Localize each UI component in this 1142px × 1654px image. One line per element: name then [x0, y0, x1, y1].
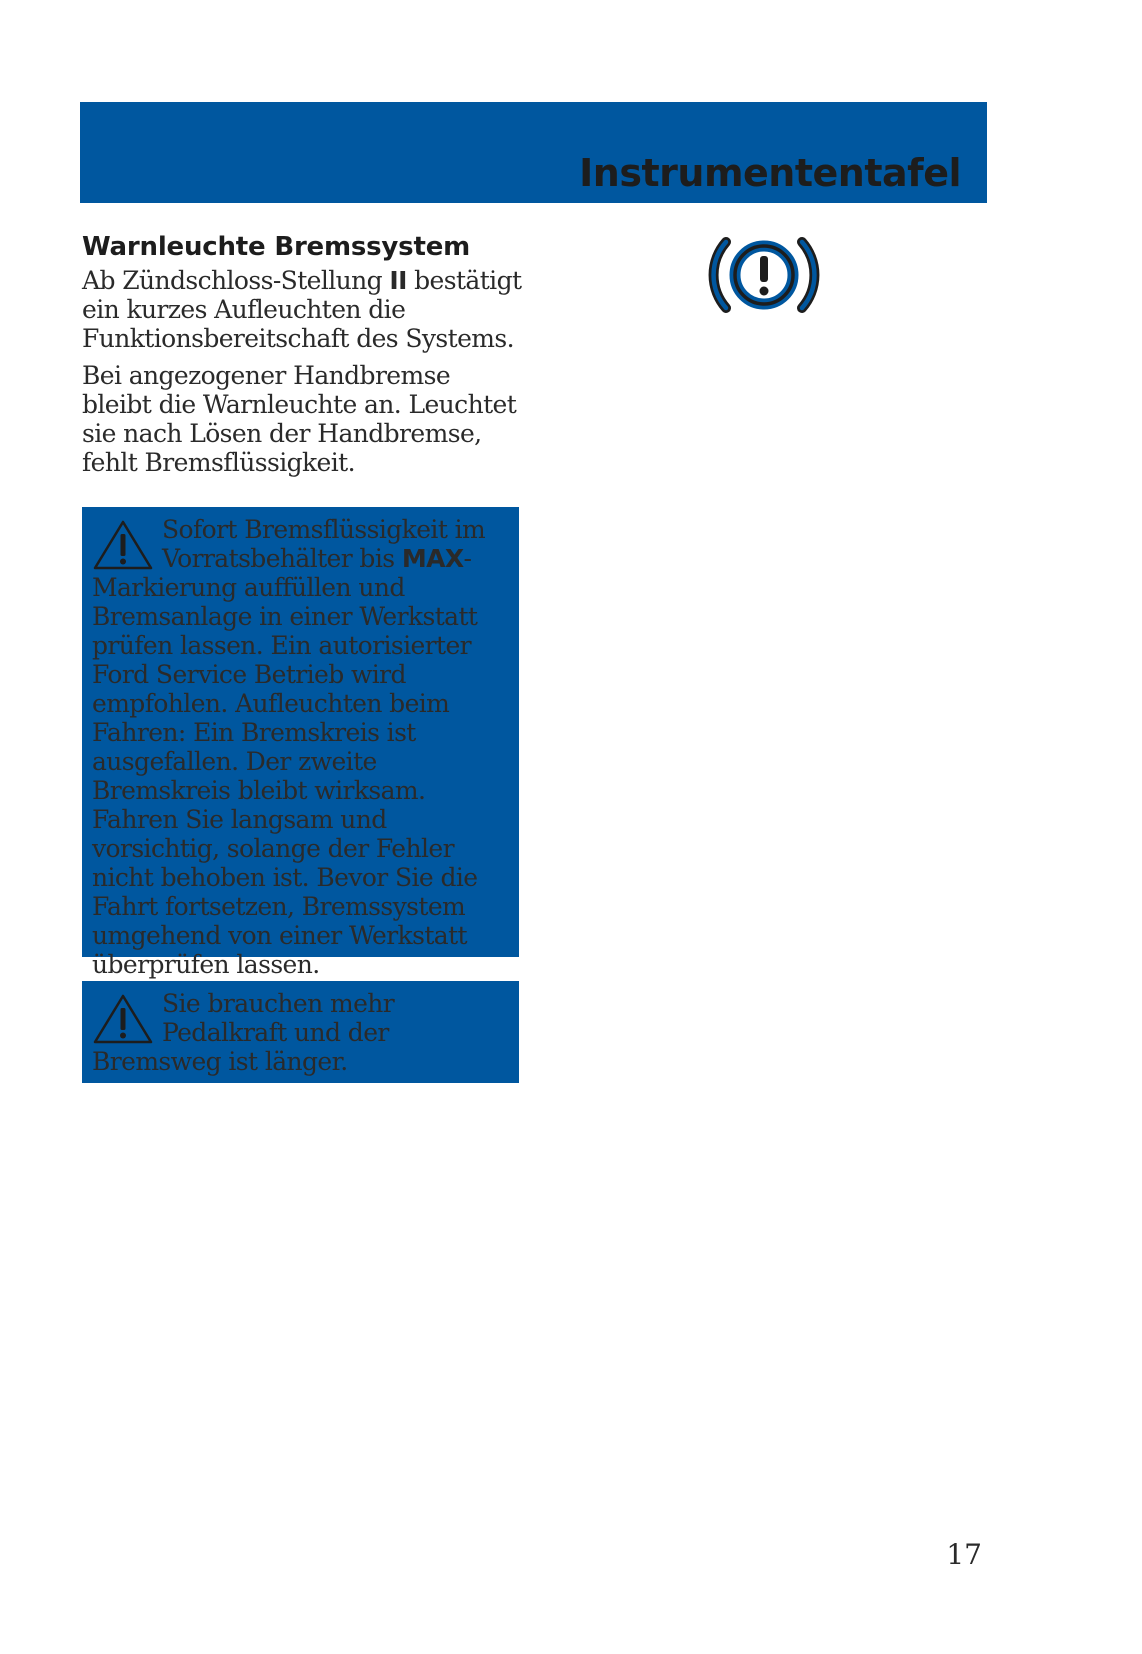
- warning-1-text-b: -Markierung auffüllen und Bremsanlage in einer Werkstatt prüfen lassen. Ein autorisierter Ford Service Betrieb wird empfohlen. Aufleuchten beim Fahren: Ein Bremskreis ist ausgefallen. Der zweite Bremskreis bleibt wirksam. Fahren Sie langsam und vorsichtig, solange der Fehler nicht behoben ist. Bevor Sie die Fahrt fortsetzen, Bremssystem umgehend von einer Werkstatt überprüfen lassen.: [92, 544, 478, 979]
- warning-triangle-icon: [92, 519, 154, 571]
- brake-warning-icon: [706, 234, 822, 316]
- warning-box-1: [82, 507, 519, 979]
- page-number: 17: [946, 1538, 982, 1571]
- paragraph-1-text-b: bestätigt ein kurzes Aufleuchten die Funktionsbereitschaft des Systems.: [82, 266, 522, 353]
- section-heading: Warnleuchte Bremssystem: [82, 232, 471, 262]
- warning-box-2: [82, 981, 519, 1083]
- main-column: [82, 232, 522, 485]
- warning-triangle-icon: [92, 993, 154, 1045]
- warning-1-text-a: Sofort Bremsflüssigkeit im Vorratsbehälter bis: [162, 515, 486, 573]
- paragraph-2: Bei angezogener Handbremse bleibt die Warnleuchte an. Leuchtet sie nach Lösen der Handbremse, fehlt Bremsflüssigkeit.: [82, 361, 517, 477]
- ignition-position: II: [389, 266, 407, 295]
- page-title: Instrumententafel: [579, 151, 961, 195]
- warning-2-text: Sie brauchen mehr Pedalkraft und der Bremsweg ist länger.: [92, 989, 395, 1076]
- paragraph-1: [82, 266, 522, 353]
- paragraph-1-text-a: Ab Zündschloss-Stellung: [82, 266, 390, 295]
- header-band: [80, 102, 987, 203]
- warning-1-max: MAX: [401, 544, 464, 573]
